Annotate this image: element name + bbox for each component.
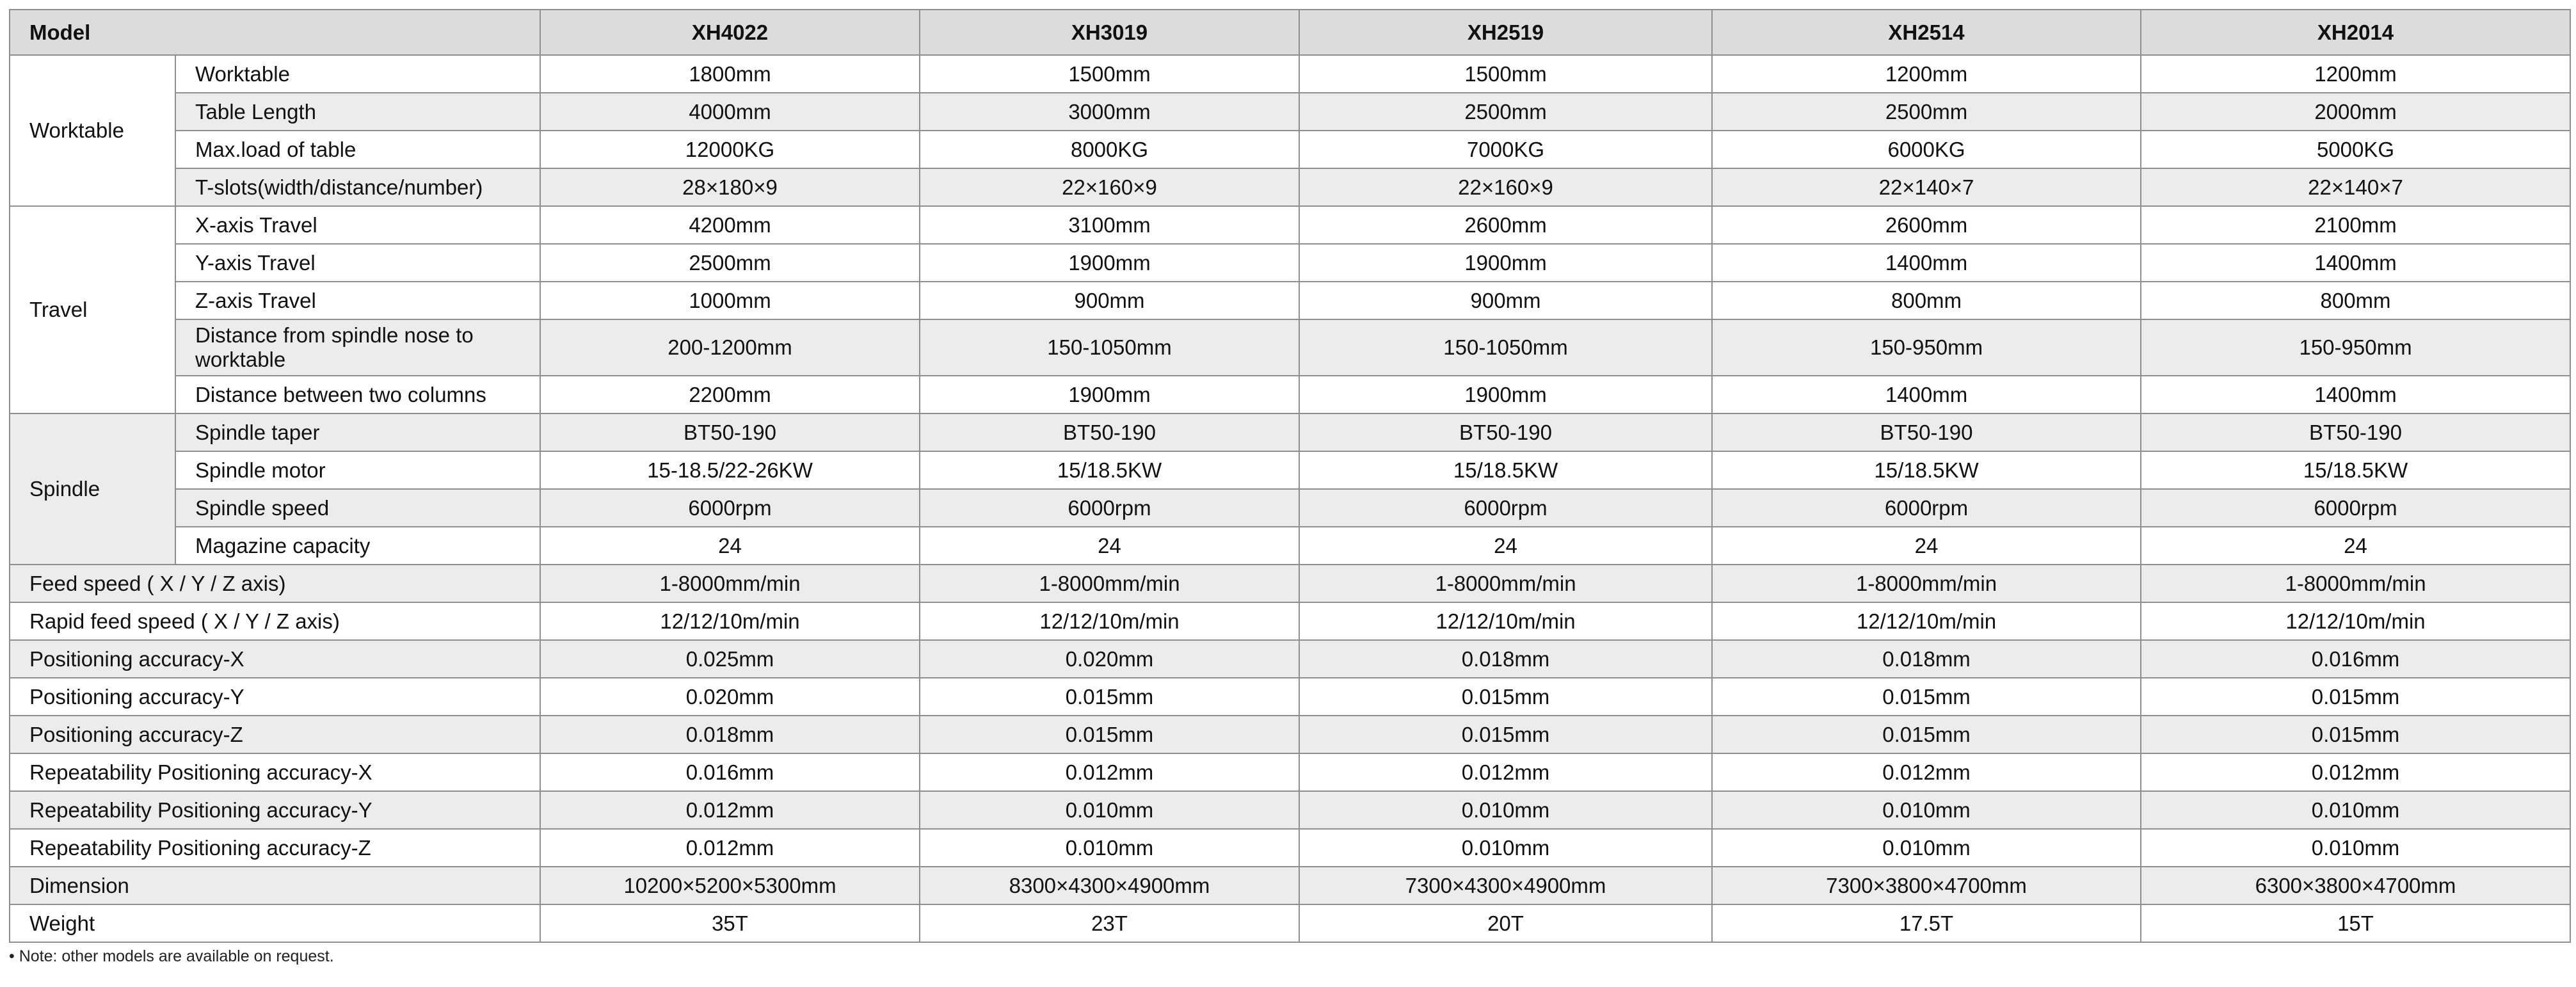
spec-row xyxy=(10,413,2570,451)
spec-row xyxy=(10,602,2570,640)
spec-value: 0.012mm xyxy=(1299,753,1712,791)
spec-value: 24 xyxy=(920,527,1299,565)
spec-label: Repeatability Positioning accuracy-X xyxy=(10,753,540,791)
spec-row xyxy=(10,451,2570,489)
spec-value: 2600mm xyxy=(1299,206,1712,244)
spec-value: 6000rpm xyxy=(1299,489,1712,527)
spec-value: 8300×4300×4900mm xyxy=(920,867,1299,904)
spec-value: 900mm xyxy=(1299,282,1712,319)
spec-value: 7300×3800×4700mm xyxy=(1712,867,2141,904)
spec-value: 22×160×9 xyxy=(920,168,1299,206)
group-label-spindle: Spindle xyxy=(10,413,175,565)
spec-value: 15/18.5KW xyxy=(920,451,1299,489)
spec-label: Table Length xyxy=(175,93,540,131)
spec-value: 1400mm xyxy=(2141,244,2570,282)
spec-value: 6000KG xyxy=(1712,131,2141,168)
spec-row xyxy=(10,527,2570,565)
spec-value: 0.010mm xyxy=(920,829,1299,867)
spec-value: 1500mm xyxy=(920,55,1299,93)
spec-row xyxy=(10,376,2570,413)
spec-label: Max.load of table xyxy=(175,131,540,168)
spec-value: 1-8000mm/min xyxy=(1299,565,1712,602)
spec-row xyxy=(10,791,2570,829)
spec-value: BT50-190 xyxy=(540,413,920,451)
spec-value: 0.016mm xyxy=(540,753,920,791)
spec-value: 3100mm xyxy=(920,206,1299,244)
spec-value: 200-1200mm xyxy=(540,319,920,376)
header-model-name: XH3019 xyxy=(920,10,1299,55)
spec-value: 24 xyxy=(1712,527,2141,565)
spec-value: 150-1050mm xyxy=(920,319,1299,376)
spec-value: 15-18.5/22-26KW xyxy=(540,451,920,489)
spec-value: 15/18.5KW xyxy=(1712,451,2141,489)
spec-value: 22×140×7 xyxy=(1712,168,2141,206)
spec-value: 6000rpm xyxy=(920,489,1299,527)
spec-value: 2600mm xyxy=(1712,206,2141,244)
spec-value: 12/12/10m/min xyxy=(1299,602,1712,640)
spec-value: 12000KG xyxy=(540,131,920,168)
spec-row xyxy=(10,716,2570,753)
spec-value: 4000mm xyxy=(540,93,920,131)
spec-label: Repeatability Positioning accuracy-Z xyxy=(10,829,540,867)
spec-value: 0.016mm xyxy=(2141,640,2570,678)
spec-value: 0.012mm xyxy=(2141,753,2570,791)
spec-value: 0.010mm xyxy=(1299,829,1712,867)
spec-value: 0.010mm xyxy=(1712,829,2141,867)
spec-value: 1900mm xyxy=(920,376,1299,413)
spec-label: Repeatability Positioning accuracy-Y xyxy=(10,791,540,829)
spec-value: 1200mm xyxy=(1712,55,2141,93)
spec-value: 1400mm xyxy=(2141,376,2570,413)
spec-value: 0.012mm xyxy=(540,829,920,867)
spec-value: 35T xyxy=(540,904,920,942)
spec-value: BT50-190 xyxy=(1299,413,1712,451)
spec-value: 17.5T xyxy=(1712,904,2141,942)
spec-value: 0.025mm xyxy=(540,640,920,678)
spec-label: Rapid feed speed ( X / Y / Z axis) xyxy=(10,602,540,640)
spec-label: Magazine capacity xyxy=(175,527,540,565)
spec-row xyxy=(10,867,2570,904)
header-model-name: XH4022 xyxy=(540,10,920,55)
spec-value: 12/12/10m/min xyxy=(920,602,1299,640)
spec-value: 15/18.5KW xyxy=(2141,451,2570,489)
spec-row xyxy=(10,93,2570,131)
spec-label: Spindle motor xyxy=(175,451,540,489)
spec-value: 7000KG xyxy=(1299,131,1712,168)
spec-value: 1900mm xyxy=(920,244,1299,282)
spec-value: 150-950mm xyxy=(2141,319,2570,376)
spec-label: Positioning accuracy-Z xyxy=(10,716,540,753)
spec-row xyxy=(10,829,2570,867)
spec-value: 0.012mm xyxy=(540,791,920,829)
spec-label: Distance between two columns xyxy=(175,376,540,413)
header-model-label: Model xyxy=(10,10,540,55)
spec-label: Spindle taper xyxy=(175,413,540,451)
spec-value: 24 xyxy=(1299,527,1712,565)
spec-value: 8000KG xyxy=(920,131,1299,168)
spec-value: BT50-190 xyxy=(2141,413,2570,451)
spec-value: 10200×5200×5300mm xyxy=(540,867,920,904)
spec-value: 0.010mm xyxy=(1299,791,1712,829)
spec-row xyxy=(10,640,2570,678)
spec-label: Positioning accuracy-Y xyxy=(10,678,540,716)
spec-label: Positioning accuracy-X xyxy=(10,640,540,678)
spec-label: X-axis Travel xyxy=(175,206,540,244)
spec-value: 0.015mm xyxy=(1712,678,2141,716)
spec-value: 3000mm xyxy=(920,93,1299,131)
spec-value: 0.018mm xyxy=(540,716,920,753)
spec-row xyxy=(10,55,2570,93)
spec-row xyxy=(10,678,2570,716)
group-label-worktable: Worktable xyxy=(10,55,175,206)
spec-value: 800mm xyxy=(1712,282,2141,319)
spec-label: Distance from spindle nose to worktable xyxy=(175,319,540,376)
spec-value: 22×140×7 xyxy=(2141,168,2570,206)
spec-value: 2100mm xyxy=(2141,206,2570,244)
spec-label: Weight xyxy=(10,904,540,942)
spec-value: 0.020mm xyxy=(920,640,1299,678)
spec-value: 0.012mm xyxy=(1712,753,2141,791)
spec-label: T-slots(width/distance/number) xyxy=(175,168,540,206)
spec-value: 0.015mm xyxy=(2141,678,2570,716)
spec-value: 6000rpm xyxy=(540,489,920,527)
spec-value: 0.018mm xyxy=(1299,640,1712,678)
spec-label: Y-axis Travel xyxy=(175,244,540,282)
spec-value: 0.015mm xyxy=(1299,678,1712,716)
spec-row xyxy=(10,904,2570,942)
spec-value: 0.010mm xyxy=(920,791,1299,829)
spec-value: 0.015mm xyxy=(1712,716,2141,753)
spec-value: 1200mm xyxy=(2141,55,2570,93)
spec-label: Feed speed ( X / Y / Z axis) xyxy=(10,565,540,602)
spec-value: 15/18.5KW xyxy=(1299,451,1712,489)
spec-value: 1-8000mm/min xyxy=(1712,565,2141,602)
header-row xyxy=(10,10,2570,55)
spec-row xyxy=(10,131,2570,168)
spec-value: 150-1050mm xyxy=(1299,319,1712,376)
spec-row xyxy=(10,753,2570,791)
group-label-travel: Travel xyxy=(10,206,175,413)
spec-value: 20T xyxy=(1299,904,1712,942)
spec-value: 1-8000mm/min xyxy=(920,565,1299,602)
spec-row xyxy=(10,319,2570,376)
spec-value: 800mm xyxy=(2141,282,2570,319)
spec-value: 12/12/10m/min xyxy=(1712,602,2141,640)
spec-value: 1400mm xyxy=(1712,376,2141,413)
spec-value: BT50-190 xyxy=(1712,413,2141,451)
spec-value: 1800mm xyxy=(540,55,920,93)
spec-value: 12/12/10m/min xyxy=(540,602,920,640)
spec-value: 0.012mm xyxy=(920,753,1299,791)
header-model-name: XH2014 xyxy=(2141,10,2570,55)
spec-value: 6000rpm xyxy=(2141,489,2570,527)
spec-value: 2500mm xyxy=(1299,93,1712,131)
spec-value: 7300×4300×4900mm xyxy=(1299,867,1712,904)
spec-value: 2000mm xyxy=(2141,93,2570,131)
spec-value: 1500mm xyxy=(1299,55,1712,93)
spec-value: 0.020mm xyxy=(540,678,920,716)
spec-value: 150-950mm xyxy=(1712,319,2141,376)
spec-value: 28×180×9 xyxy=(540,168,920,206)
spec-value: 6300×3800×4700mm xyxy=(2141,867,2570,904)
spec-value: 0.018mm xyxy=(1712,640,2141,678)
spec-row xyxy=(10,244,2570,282)
spec-value: 0.010mm xyxy=(1712,791,2141,829)
spec-value: 6000rpm xyxy=(1712,489,2141,527)
spec-value: 1000mm xyxy=(540,282,920,319)
spec-value: 1900mm xyxy=(1299,376,1712,413)
footnote: • Note: other models are available on request. xyxy=(9,947,334,965)
spec-label: Dimension xyxy=(10,867,540,904)
spec-row xyxy=(10,282,2570,319)
spec-row xyxy=(10,206,2570,244)
spec-value: 900mm xyxy=(920,282,1299,319)
spec-value: 0.015mm xyxy=(1299,716,1712,753)
spec-label: Worktable xyxy=(175,55,540,93)
spec-value: 12/12/10m/min xyxy=(2141,602,2570,640)
spec-value: 1-8000mm/min xyxy=(2141,565,2570,602)
spec-value: 23T xyxy=(920,904,1299,942)
spec-value: 2500mm xyxy=(1712,93,2141,131)
header-model-name: XH2519 xyxy=(1299,10,1712,55)
spec-value: 0.015mm xyxy=(920,716,1299,753)
spec-value: 22×160×9 xyxy=(1299,168,1712,206)
spec-value: BT50-190 xyxy=(920,413,1299,451)
spec-row xyxy=(10,489,2570,527)
spec-value: 0.015mm xyxy=(2141,716,2570,753)
spec-value: 0.010mm xyxy=(2141,791,2570,829)
spec-value: 24 xyxy=(2141,527,2570,565)
spec-value: 5000KG xyxy=(2141,131,2570,168)
spec-value: 4200mm xyxy=(540,206,920,244)
spec-value: 1-8000mm/min xyxy=(540,565,920,602)
spec-label: Z-axis Travel xyxy=(175,282,540,319)
header-model-name: XH2514 xyxy=(1712,10,2141,55)
spec-label: Spindle speed xyxy=(175,489,540,527)
spec-value: 1400mm xyxy=(1712,244,2141,282)
spec-table xyxy=(9,9,2571,943)
spec-value: 0.010mm xyxy=(2141,829,2570,867)
spec-value: 24 xyxy=(540,527,920,565)
spec-row xyxy=(10,168,2570,206)
spec-value: 2500mm xyxy=(540,244,920,282)
spec-value: 0.015mm xyxy=(920,678,1299,716)
spec-value: 15T xyxy=(2141,904,2570,942)
spec-row xyxy=(10,565,2570,602)
spec-value: 1900mm xyxy=(1299,244,1712,282)
spec-value: 2200mm xyxy=(540,376,920,413)
